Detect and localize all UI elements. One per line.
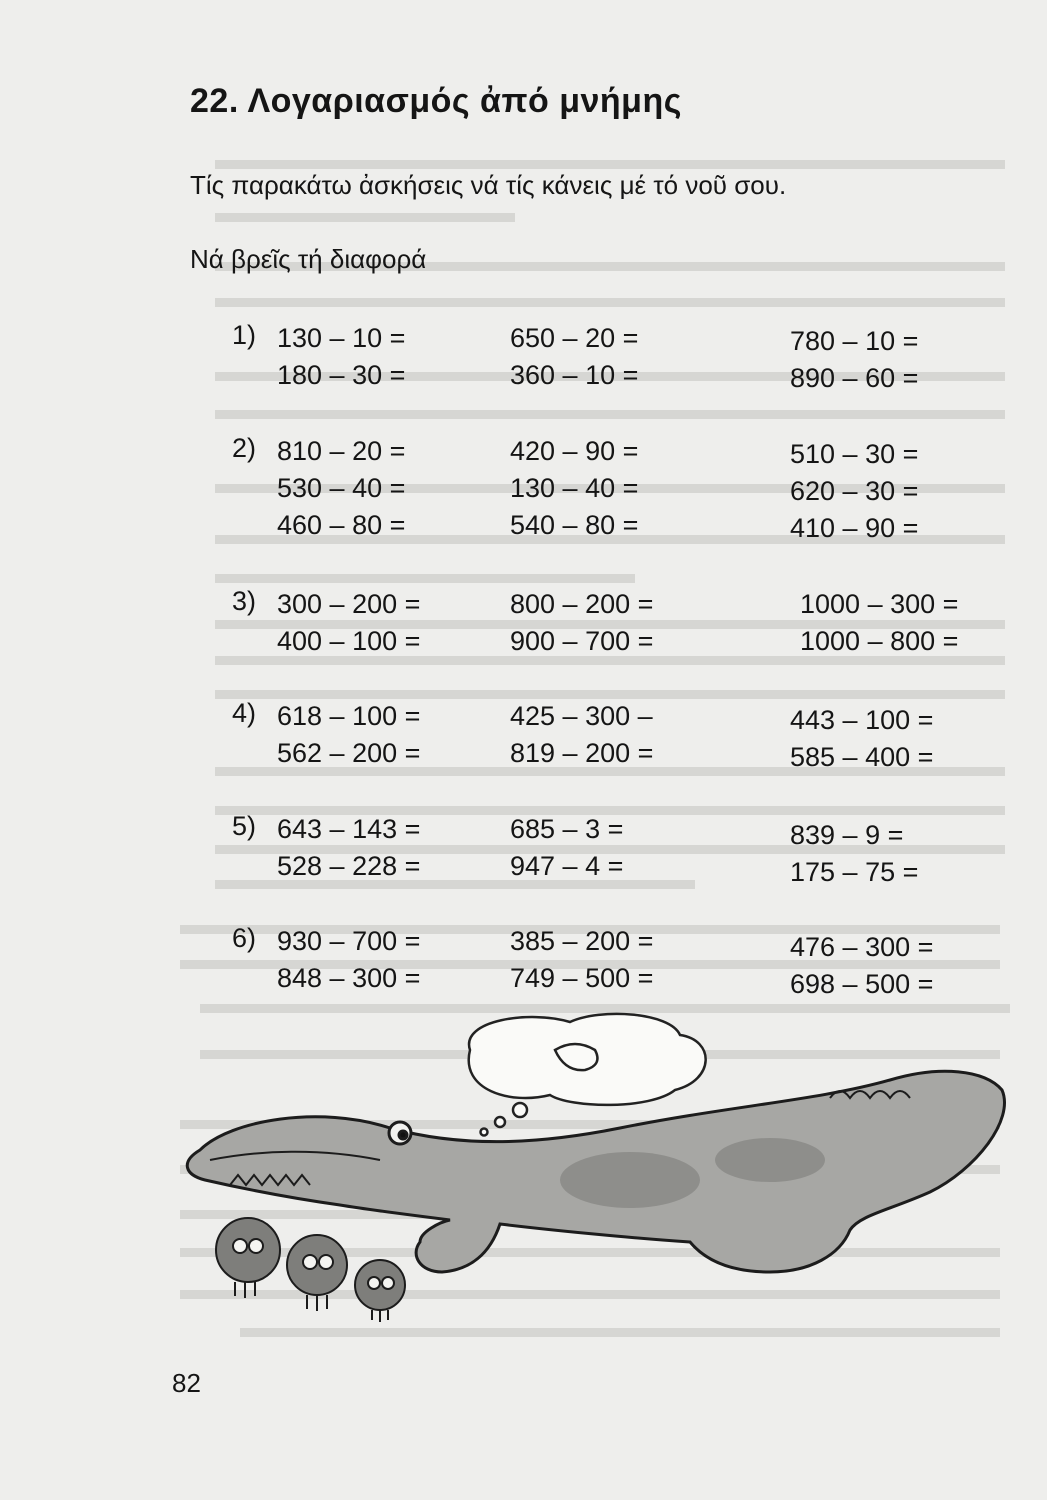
exercise: 460 – 80 = (277, 510, 406, 540)
exercise-column-2 (510, 433, 638, 544)
exercise: 180 – 30 = (277, 360, 406, 390)
exercise: 130 – 40 = (510, 473, 639, 503)
group-number: 1) (232, 320, 257, 350)
thought-bubble (469, 1014, 706, 1136)
group-number: 6) (232, 923, 257, 953)
exercise-column-2 (510, 811, 623, 885)
exercise-column-2 (510, 320, 638, 394)
exercise: 890 – 60 = (790, 363, 919, 393)
exercise-column-3 (790, 702, 933, 776)
exercise: 528 – 228 = (277, 851, 421, 881)
exercise: 1000 – 300 = (800, 589, 959, 619)
group-number: 5) (232, 811, 257, 841)
section-subtitle: Νά βρεῖς τή διαφορά (190, 244, 427, 274)
exercise: 1000 – 800 = (800, 626, 959, 656)
group-number: 3) (232, 586, 257, 616)
exercise: 410 – 90 = (790, 513, 919, 543)
exercise-column-3 (800, 586, 958, 660)
exercise: 685 – 3 = (510, 814, 624, 844)
instruction-text: Τίς παρακάτω ἀσκήσεις νά τίς κάνεις μέ τό νοῦ σου. (190, 170, 787, 200)
exercise: 360 – 10 = (510, 360, 639, 390)
exercise: 530 – 40 = (277, 473, 406, 503)
exercise: 698 – 500 = (790, 969, 934, 999)
exercise: 300 – 200 = (277, 589, 421, 619)
exercise-column-2 (510, 586, 653, 660)
exercise: 810 – 20 = (277, 436, 406, 466)
exercise: 900 – 700 = (510, 626, 654, 656)
exercise: 930 – 700 = (277, 926, 421, 956)
exercise-column-1 (277, 698, 420, 772)
exercise: 947 – 4 = (510, 851, 624, 881)
exercise-column-1 (277, 320, 405, 394)
exercise: 848 – 300 = (277, 963, 421, 993)
group-number: 2) (232, 433, 257, 463)
crocodile-illustration (170, 1010, 1020, 1350)
exercise: 585 – 400 = (790, 742, 934, 772)
exercise: 780 – 10 = (790, 326, 919, 356)
exercise: 400 – 100 = (277, 626, 421, 656)
exercise: 618 – 100 = (277, 701, 421, 731)
exercise: 650 – 20 = (510, 323, 639, 353)
exercise: 510 – 30 = (790, 439, 919, 469)
exercise: 425 – 300 – (510, 701, 653, 731)
exercise: 130 – 10 = (277, 323, 406, 353)
page-number: 82 (172, 1368, 201, 1398)
exercise: 800 – 200 = (510, 589, 654, 619)
exercise: 562 – 200 = (277, 738, 421, 768)
exercise: 819 – 200 = (510, 738, 654, 768)
exercise: 620 – 30 = (790, 476, 919, 506)
exercise: 839 – 9 = (790, 820, 904, 850)
exercise-column-2 (510, 923, 653, 997)
page-title: 22. Λογαριασμός ἀπό μνήμης (190, 82, 682, 120)
exercise-column-3 (790, 929, 933, 1003)
exercise: 175 – 75 = (790, 857, 919, 887)
exercise: 643 – 143 = (277, 814, 421, 844)
exercise-column-1 (277, 923, 420, 997)
exercise-column-1 (277, 586, 420, 660)
exercise: 540 – 80 = (510, 510, 639, 540)
exercise-column-3 (790, 323, 918, 397)
exercise: 443 – 100 = (790, 705, 934, 735)
exercise-column-3 (790, 817, 918, 891)
exercise-column-3 (790, 436, 918, 547)
group-number: 4) (232, 698, 257, 728)
exercise: 420 – 90 = (510, 436, 639, 466)
exercise-column-1 (277, 811, 420, 885)
exercise: 749 – 500 = (510, 963, 654, 993)
fuzzy-creatures (216, 1218, 405, 1322)
exercise-column-1 (277, 433, 405, 544)
exercise-column-2 (510, 698, 653, 772)
exercise: 476 – 300 = (790, 932, 934, 962)
exercise: 385 – 200 = (510, 926, 654, 956)
